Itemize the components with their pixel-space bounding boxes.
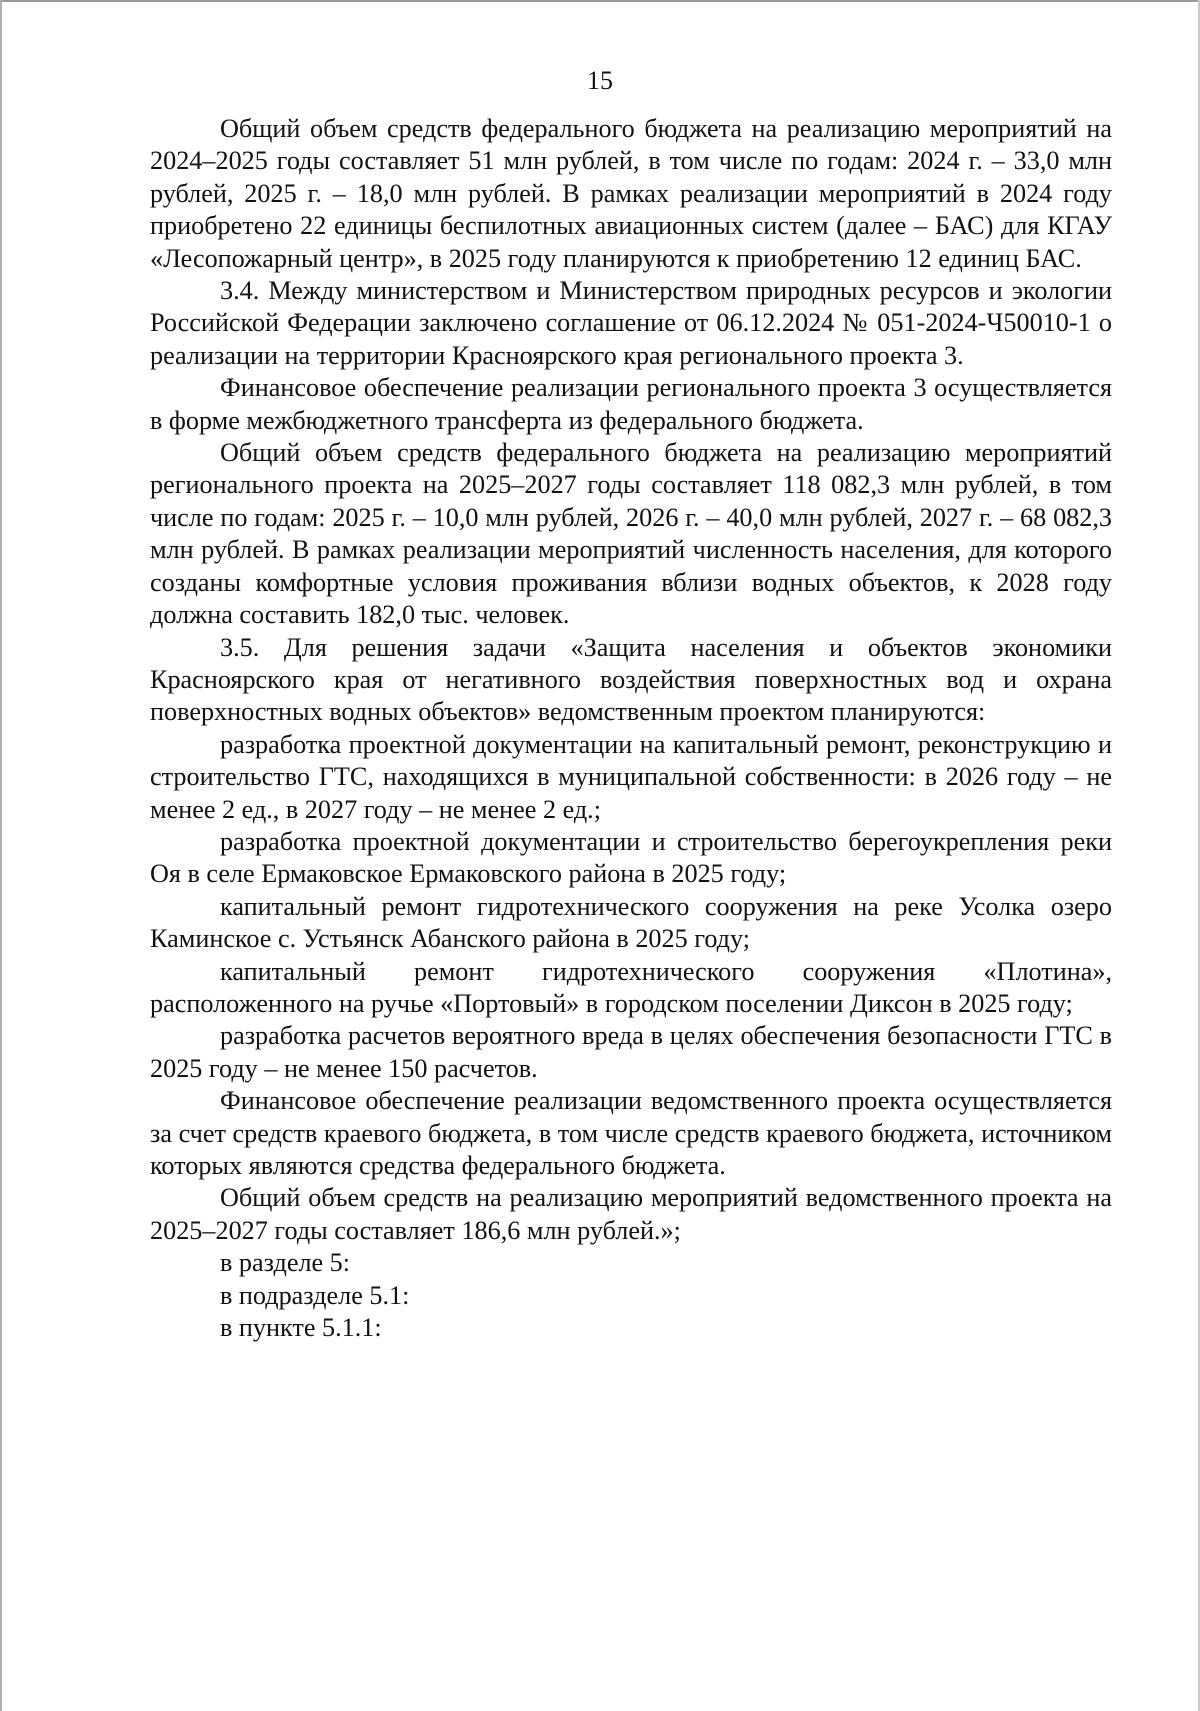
paragraph-3-4-agreement: 3.4. Между министерством и Министерством природных ресурсов и экологии Российской Федерации заключено соглашение от 06.12.2024 № 051-2024-Ч50010-1 о реализации на территории Красноярского края регионального проекта 3. — [150, 276, 1112, 370]
scan-edge-top — [0, 0, 1200, 2]
list-item-bank-protection: разработка проектной документации и строительство берегоукрепления реки Оя в селе Ермаковское Ермаковского района в 2025 году; — [150, 826, 1112, 889]
scan-edge-left — [0, 0, 2, 1711]
list-item-usolka-repair: капитальный ремонт гидротехнического сооружения на реке Усолка озеро Каминское с. Устьянск Абанского района в 2025 году; — [150, 891, 1112, 954]
paragraph-financing-regional-project: Финансовое обеспечение реализации регионального проекта 3 осуществляется в форме межбюджетного трансферта из федерального бюджета. — [150, 373, 1112, 435]
paragraph-3-5-task: 3.5. Для решения задачи «Защита населения и объектов экономики Красноярского края от негативного воздействия поверхностных вод и охрана поверхностных водных объектов» ведомственным проектом планируются: — [150, 632, 1112, 727]
list-item-damage-calculations: разработка расчетов вероятного вреда в целях обеспечения безопасности ГТС в 2025 году – не менее 150 расчетов. — [150, 1021, 1112, 1083]
document-body — [150, 113, 1112, 1344]
paragraph-total-departmental: Общий объем средств на реализацию мероприятий ведомственного проекта на 2025–2027 годы составляет 186,6 млн рублей.»; — [150, 1183, 1112, 1245]
paragraph-item-5-1-1: в пункте 5.1.1: — [220, 1313, 382, 1343]
paragraph-federal-budget-2025-2027: Общий объем средств федерального бюджета на реализацию мероприятий регионального проекта на 2025–2027 годы составляет 118 082,3 млн рублей, в том числе по годам: 2025 г. – 10,0 млн рублей, 2026 г. – 40,0 млн рублей, 2027 г. – 68 082,3 млн рублей. В рамках реализации мероприятий численность населения, для которого созданы комфортные условия проживания вблизи водных объектов, к 2028 году должна составить 182,0 тыс. человек. — [150, 438, 1112, 630]
list-item-dam-repair: капитальный ремонт гидротехнического сооружения «Плотина», расположенного на ручье «Портовый» в городском поселении Диксон в 2025 году; — [150, 956, 1112, 1018]
paragraph-section-5: в разделе 5: — [220, 1248, 351, 1278]
paragraph-federal-budget-2024-2025: Общий объем средств федерального бюджета на реализацию мероприятий на 2024–2025 годы составляет 51 млн рублей, в том числе по годам: 2024 г. – 33,0 млн рублей, 2025 г. – 18,0 млн рублей. В рамках реализации мероприятий в 2024 году приобретено 22 единицы беспилотных авиационных систем (далее – БАС) для КГАУ «Лесопожарный центр», в 2025 году планируются к приобретению 12 единиц БАС. — [150, 114, 1112, 273]
list-item-design-documentation: разработка проектной документации на капитальный ремонт, реконструкцию и строительство ГТС, находящихся в муниципальной собственности: в 2026 году – не менее 2 ед., в 2027 году – не менее 2 ед.; — [150, 729, 1112, 824]
paragraph-subsection-5-1: в подразделе 5.1: — [220, 1280, 410, 1310]
page-number: 15 — [587, 66, 613, 95]
paragraph-financing-departmental-project: Финансовое обеспечение реализации ведомственного проекта осуществляется за счет средств краевого бюджета, в том числе средств краевого бюджета, источником которых являются средства федерального бюджета. — [150, 1086, 1112, 1180]
